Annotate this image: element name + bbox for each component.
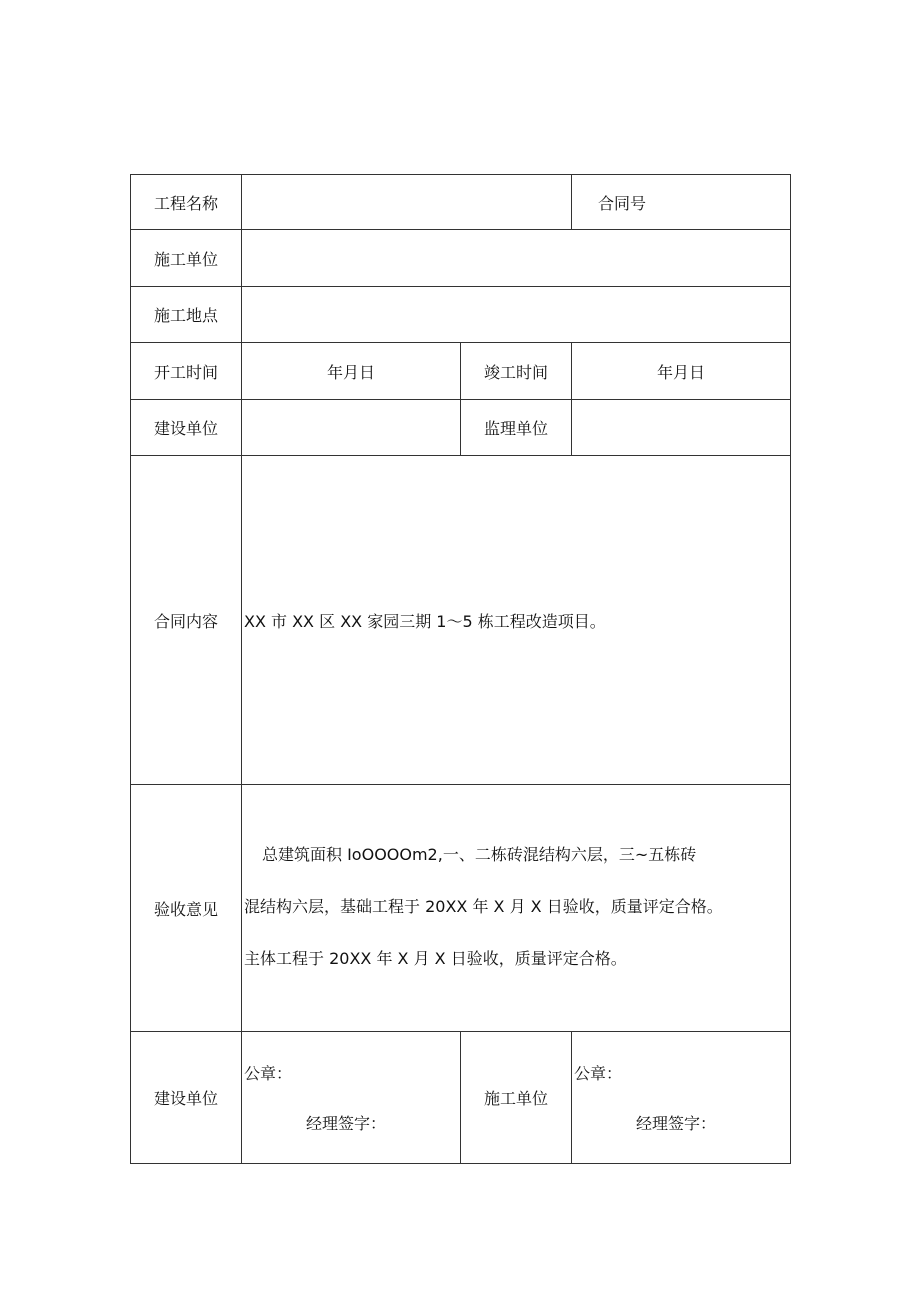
start-date-field[interactable]: 年月日 bbox=[242, 343, 461, 400]
constructor-field[interactable] bbox=[242, 230, 791, 287]
row-units bbox=[131, 400, 791, 456]
row-dates bbox=[131, 343, 791, 400]
acceptance-form-table bbox=[130, 174, 791, 1164]
sign-constructor-cell[interactable] bbox=[572, 1032, 791, 1164]
owner-seal-label: 公章： bbox=[244, 1064, 293, 1083]
opinion-line-2: 混结构六层，基础工程于 20XX 年 X 月 X 日验收，质量评定合格。 bbox=[244, 897, 723, 916]
start-date-label: 开工时间 bbox=[131, 343, 242, 400]
contract-content-label: 合同内容 bbox=[131, 456, 242, 785]
sign-owner-label: 建设单位 bbox=[131, 1032, 242, 1164]
row-project-name bbox=[131, 175, 791, 230]
owner-sign-label: 经理签字： bbox=[306, 1114, 387, 1133]
opinion-label: 验收意见 bbox=[131, 785, 242, 1032]
supervisor-label: 监理单位 bbox=[461, 400, 572, 456]
site-label: 施工地点 bbox=[131, 287, 242, 343]
finish-date-field[interactable]: 年月日 bbox=[572, 343, 791, 400]
sign-owner-cell[interactable] bbox=[242, 1032, 461, 1164]
contract-no-label: 合同号 bbox=[572, 175, 791, 230]
project-name-field[interactable] bbox=[242, 175, 572, 230]
project-name-label: 工程名称 bbox=[131, 175, 242, 230]
constructor-sign-label: 经理签字： bbox=[636, 1114, 717, 1133]
supervisor-field[interactable] bbox=[572, 400, 791, 456]
finish-date-label: 竣工时间 bbox=[461, 343, 572, 400]
site-field[interactable] bbox=[242, 287, 791, 343]
owner-field[interactable] bbox=[242, 400, 461, 456]
opinion-line-1: 总建筑面积 IoOOOOm2,一、二栋砖混结构六层，三~五栋砖 bbox=[262, 845, 697, 864]
constructor-seal-label: 公章： bbox=[574, 1064, 623, 1083]
row-signatures bbox=[131, 1032, 791, 1164]
owner-label: 建设单位 bbox=[131, 400, 242, 456]
opinion-text bbox=[242, 785, 791, 1032]
constructor-label: 施工单位 bbox=[131, 230, 242, 287]
row-site bbox=[131, 287, 791, 343]
opinion-line-3: 主体工程于 20XX 年 X 月 X 日验收，质量评定合格。 bbox=[244, 949, 627, 968]
row-constructor bbox=[131, 230, 791, 287]
sign-constructor-label: 施工单位 bbox=[461, 1032, 572, 1164]
row-contract-content bbox=[131, 456, 791, 785]
contract-content-text: XX 市 XX 区 XX 家园三期 1～5 栋工程改造项目。 bbox=[242, 456, 791, 785]
row-opinion bbox=[131, 785, 791, 1032]
